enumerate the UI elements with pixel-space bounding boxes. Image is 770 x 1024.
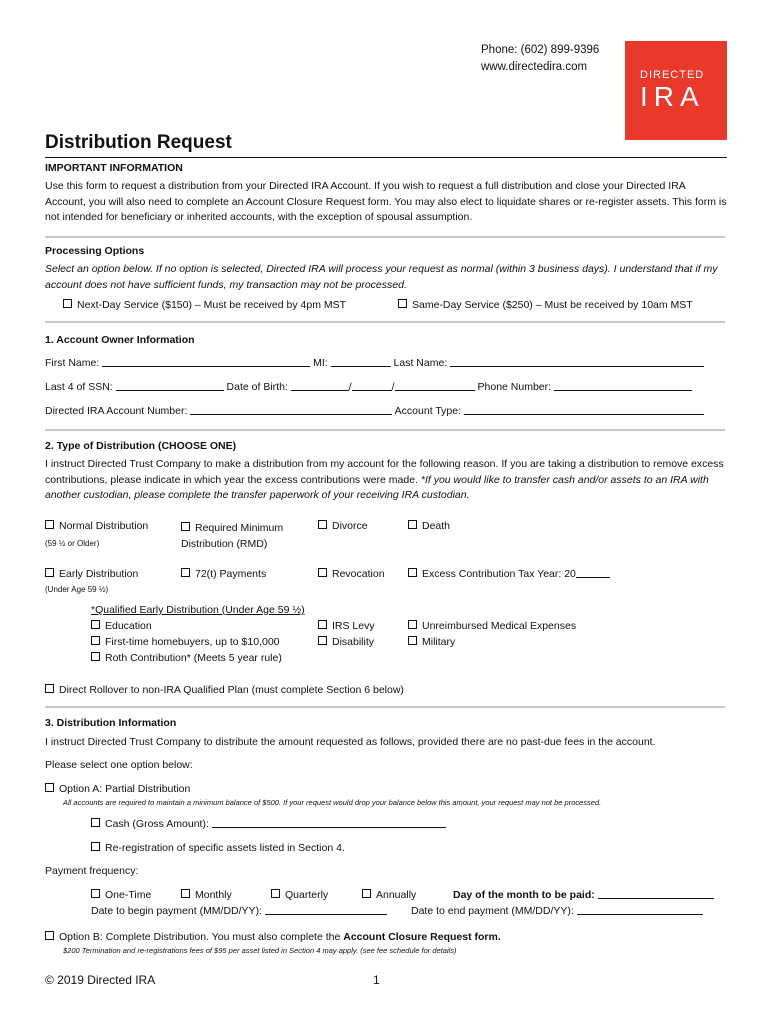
option-label: Early Distribution [59,568,139,580]
checkbox-icon[interactable] [398,299,407,308]
option-label: Monthly [195,889,232,901]
early-note: (Under Age 59 ½) [45,585,109,594]
option-label: Disability [332,636,375,648]
phone-label: Phone Number: [477,381,552,393]
option-label: Divorce [332,520,368,532]
account-type-label: Account Type: [394,405,462,417]
normal-distribution-option[interactable] [45,520,148,532]
section1-heading: 1. Account Owner Information [45,334,195,346]
checkbox-icon[interactable] [63,299,72,308]
end-date-field[interactable] [577,905,703,915]
first-name-label: First Name: [45,357,100,369]
logo-text-bottom: IRA [640,81,705,112]
checkbox-icon[interactable] [91,889,100,898]
military-option[interactable] [408,636,455,648]
section2-text-normal: I instruct Directed Trust Company to make a distribution from my account for the following reason. If you are taking a distribution to remove excess contributions, please indicate in which year the excess contributions were made. [45,458,724,486]
checkbox-icon[interactable] [181,568,190,577]
72t-option[interactable] [181,568,266,580]
last-name-label: Last Name: [393,357,448,369]
ssn-row [45,381,692,393]
account-row [45,405,704,417]
section2-text-italic: *If you would like to transfer cash and/or assets to an IRA with another custodian, please complete the transfer paperwork of your receiving IRA custodian. [45,473,709,501]
option-label: Annually [376,889,417,901]
ssn-field[interactable] [116,381,224,391]
checkbox-icon[interactable] [318,568,327,577]
dob-label: Date of Birth: [226,381,288,393]
section2-heading: 2. Type of Distribution (CHOOSE ONE) [45,440,237,452]
section3-text: I instruct Directed Trust Company to distribute the amount requested as follows, provided there are no past-due fees in the account. [45,736,656,748]
important-heading: IMPORTANT INFORMATION [45,162,183,174]
day-of-month-row [453,889,714,901]
logo-text-top: DIRECTED [640,69,705,81]
option-label: One-Time [105,889,152,901]
option-label-bold: Account Closure Request form. [343,931,501,943]
revocation-option[interactable] [318,568,385,580]
education-option[interactable] [91,620,152,632]
checkbox-icon[interactable] [408,620,417,629]
same-day-option[interactable] [398,299,693,311]
option-a-note: All accounts are required to maintain a minimum balance of $500. If your request would drop your balance below this amount, your request may not be processed. [63,798,602,807]
irs-levy-option[interactable] [318,620,375,632]
option-label: Education [105,620,152,632]
first-name-field[interactable] [102,357,310,367]
payment-frequency-label: Payment frequency: [45,865,139,877]
option-a[interactable] [45,783,190,795]
header-website[interactable]: www.directedira.com [481,61,588,73]
processing-text: Select an option below. If no option is selected, Directed IRA will process your request as normal (within 3 business days). I understand that if my account does not have sufficient funds, my transaction may not be processed. [45,263,718,291]
ssn-label: Last 4 of SSN: [45,381,113,393]
one-time-option[interactable] [91,889,151,901]
divider [45,429,725,431]
annually-option[interactable] [362,889,416,901]
mi-field[interactable] [331,357,391,367]
rollover-option[interactable] [45,684,404,696]
dob-day-field[interactable] [352,381,392,391]
account-number-label: Directed IRA Account Number: [45,405,188,417]
divider [45,321,725,323]
same-day-label: Same-Day Service ($250) – Must be received by 10am MST [412,299,693,311]
checkbox-icon[interactable] [45,568,54,577]
section2-text [45,457,727,504]
option-label: Death [422,520,451,532]
checkbox-icon[interactable] [362,889,371,898]
title-divider [45,157,727,158]
checkbox-icon[interactable] [91,818,100,827]
checkbox-icon[interactable] [45,684,54,693]
first-name-row [45,357,704,369]
death-option[interactable] [408,520,450,532]
option-label: Option A: Partial Distribution [59,783,191,795]
cash-amount-field[interactable] [212,818,446,828]
checkbox-icon[interactable] [318,636,327,645]
checkbox-icon[interactable] [318,520,327,529]
option-label: First-time homebuyers, up to $10,000 [105,636,280,648]
checkbox-icon[interactable] [91,636,100,645]
qualified-heading: *Qualified Early Distribution (Under Age 59 ½) [91,604,305,616]
option-label: Roth Contribution* (Meets 5 year rule) [105,652,282,664]
option-label: Cash (Gross Amount): [105,818,209,830]
checkbox-icon[interactable] [408,568,417,577]
option-label: Normal Distribution [59,520,149,532]
end-date-row [411,905,703,917]
option-label: 72(t) Payments [195,568,267,580]
important-text: Use this form to request a distribution from your Directed IRA Account. If you wish to request a full distribution and close your Directed IRA Account, you will also need to complete an Account Closure Request form. You may also elect to liquidate shares or re-register assets. This form is not intended for beneficiary or inherited accounts, with the exception of spousal assumption. [45,180,727,223]
checkbox-icon[interactable] [91,842,100,851]
option-b-note: $200 Termination and re-registrations fees of $95 per asset listed in Section 4 may apply. (see fee schedule for details) [63,946,457,955]
checkbox-icon[interactable] [318,620,327,629]
option-b[interactable] [45,931,501,943]
dob-slash: / [391,381,395,393]
checkbox-icon[interactable] [45,783,54,792]
divorce-option[interactable] [318,520,368,532]
directed-ira-logo [625,41,727,140]
day-of-month-label: Day of the month to be paid: [453,889,595,901]
medical-option[interactable] [408,620,576,632]
checkbox-icon[interactable] [91,652,100,661]
begin-date-field[interactable] [265,905,387,915]
option-label: Re-registration of specific assets listed in Section 4. [105,842,345,854]
option-label: Direct Rollover to non-IRA Qualified Plan (must complete Section 6 below) [59,684,404,696]
option-label: Revocation [332,568,385,580]
checkbox-icon[interactable] [91,620,100,629]
early-distribution-option[interactable] [45,568,138,580]
next-day-option[interactable] [63,299,346,311]
divider [45,706,725,708]
checkbox-icon[interactable] [408,520,417,529]
checkbox-icon[interactable] [181,522,190,531]
option-label: Excess Contribution Tax Year: 20 [422,568,576,580]
monthly-option[interactable] [181,889,232,901]
option-label: Distribution (RMD) [181,538,268,550]
checkbox-icon[interactable] [45,931,54,940]
roth-option[interactable] [91,652,282,664]
next-day-label: Next-Day Service ($150) – Must be received by 4pm MST [77,299,347,311]
disability-option[interactable] [318,636,374,648]
page-title: Distribution Request [45,132,232,153]
checkbox-icon[interactable] [271,889,280,898]
footer-copyright: © 2019 Directed IRA [45,973,156,987]
select-one-text: Please select one option below: [45,759,193,771]
checkbox-icon[interactable] [45,520,54,529]
checkbox-icon[interactable] [408,636,417,645]
quarterly-option[interactable] [271,889,328,901]
divider [45,236,725,238]
dob-year-field[interactable] [395,381,475,391]
phone-field[interactable] [554,381,692,391]
reregistration-option[interactable] [91,842,345,854]
option-label: IRS Levy [332,620,375,632]
day-of-month-field[interactable] [598,889,714,899]
mi-label: MI: [313,357,328,369]
last-name-field[interactable] [450,357,704,367]
dob-slash: / [348,381,352,393]
excess-year-field[interactable] [576,568,610,578]
section3-heading: 3. Distribution Information [45,717,177,729]
option-label: Quarterly [285,889,329,901]
end-date-label: Date to end payment (MM/DD/YY): [411,905,574,917]
option-label: Military [422,636,456,648]
account-number-field[interactable] [190,405,392,415]
homebuyers-option[interactable] [91,636,280,648]
normal-note: (59 ½ or Older) [45,539,100,548]
account-type-field[interactable] [464,405,704,415]
checkbox-icon[interactable] [181,889,190,898]
processing-heading: Processing Options [45,245,145,257]
dob-month-field[interactable] [291,381,349,391]
header-phone: Phone: (602) 899-9396 [481,44,600,56]
begin-date-label: Date to begin payment (MM/DD/YY): [91,905,262,917]
page-number: 1 [373,973,380,987]
begin-date-row [91,905,387,917]
cash-option[interactable] [91,818,446,830]
option-label: Option B: Complete Distribution. You must also complete the [59,931,341,943]
excess-contribution-option[interactable] [408,568,610,580]
option-label: Required Minimum [195,522,284,534]
rmd-option[interactable] [181,520,283,552]
option-label: Unreimbursed Medical Expenses [422,620,577,632]
